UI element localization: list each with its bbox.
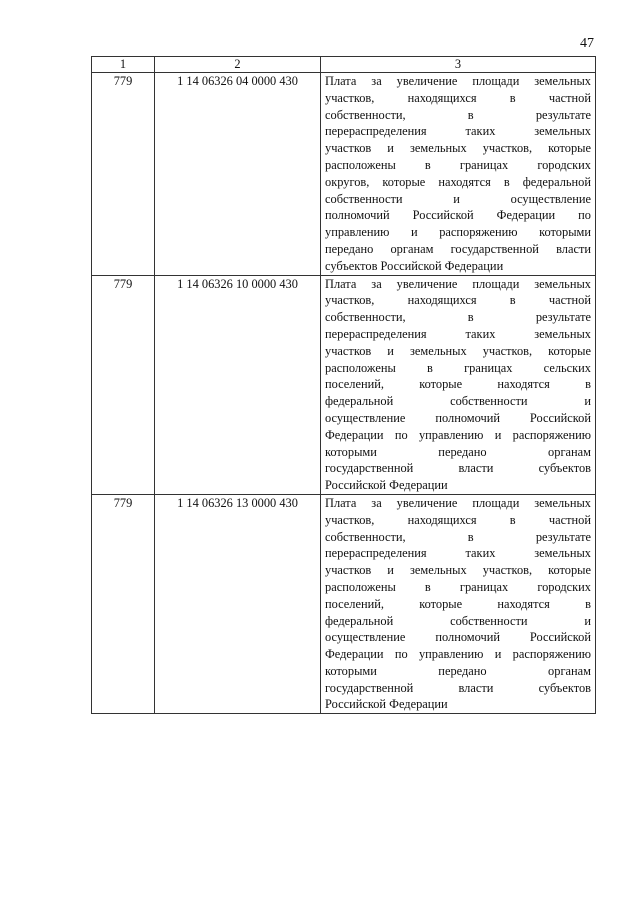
description-line: передано органам государственной власти <box>325 241 591 256</box>
admin-code-cell: 779 <box>92 275 155 494</box>
description-line: полномочий Российской Федерации по <box>325 208 591 223</box>
column-header-2: 2 <box>155 57 321 73</box>
description-line: расположены в границах городских <box>325 579 591 594</box>
table-row <box>92 275 596 494</box>
budget-classification-code-cell: 1 14 06326 13 0000 430 <box>155 494 321 713</box>
description-line: собственности и осуществление <box>325 191 591 206</box>
description-line: собственности, в результате <box>325 310 591 325</box>
description-line: собственности, в результате <box>325 107 591 122</box>
column-header-1: 1 <box>92 57 155 73</box>
description-line: перераспределения таких земельных <box>325 326 591 341</box>
description-line: участков и земельных участков, которые <box>325 343 591 358</box>
description-line: Плата за увеличение площади земельных <box>325 495 591 510</box>
description-line: управлению и распоряжению которыми <box>325 225 591 240</box>
description-line: Российской Федерации <box>325 478 448 493</box>
description-line: перераспределения таких земельных <box>325 546 591 561</box>
description-line: участков, находящихся в частной <box>325 90 591 105</box>
description-line: осуществление полномочий Российской <box>325 630 591 645</box>
admin-code-cell: 779 <box>92 73 155 276</box>
description-line: расположены в границах сельских <box>325 360 591 375</box>
description-line: перераспределения таких земельных <box>325 124 591 139</box>
description-line: государственной власти субъектов <box>325 461 591 476</box>
column-header-3: 3 <box>321 57 596 73</box>
budget-classification-code-cell: 1 14 06326 10 0000 430 <box>155 275 321 494</box>
description-line: расположены в границах городских <box>325 157 591 172</box>
description-line: округов, которые находятся в федеральной <box>325 174 591 189</box>
revenue-description-cell <box>321 73 596 276</box>
table-body <box>92 73 596 714</box>
admin-code-cell: 779 <box>92 494 155 713</box>
description-line: участков и земельных участков, которые <box>325 563 591 578</box>
revenue-description-cell <box>321 494 596 713</box>
table-header-row <box>92 57 596 73</box>
description-line: участков, находящихся в частной <box>325 512 591 527</box>
description-line: Плата за увеличение площади земельных <box>325 74 591 88</box>
description-line: участков, находящихся в частной <box>325 293 591 308</box>
description-line: федеральной собственности и <box>325 613 591 628</box>
revenue-description-cell <box>321 275 596 494</box>
budget-classification-code-cell: 1 14 06326 04 0000 430 <box>155 73 321 276</box>
description-line: Российской Федерации <box>325 697 448 712</box>
description-line: Федерации по управлению и распоряжению <box>325 427 591 442</box>
description-line: поселений, которые находятся в <box>325 377 591 392</box>
description-line: участков и земельных участков, которые <box>325 141 591 156</box>
description-line: поселений, которые находятся в <box>325 596 591 611</box>
description-line: Плата за увеличение площади земельных <box>325 276 591 291</box>
table-row <box>92 73 596 276</box>
page-number: 47 <box>580 36 594 51</box>
table-row <box>92 494 596 713</box>
description-line: государственной власти субъектов <box>325 680 591 695</box>
description-line: которыми передано органам <box>325 444 591 459</box>
description-line: осуществление полномочий Российской <box>325 410 591 425</box>
revenue-codes-table <box>91 56 596 714</box>
description-line: Федерации по управлению и распоряжению <box>325 647 591 662</box>
description-line: собственности, в результате <box>325 529 591 544</box>
description-line: федеральной собственности и <box>325 394 591 409</box>
description-line: которыми передано органам <box>325 663 591 678</box>
description-line: субъектов Российской Федерации <box>325 258 504 273</box>
